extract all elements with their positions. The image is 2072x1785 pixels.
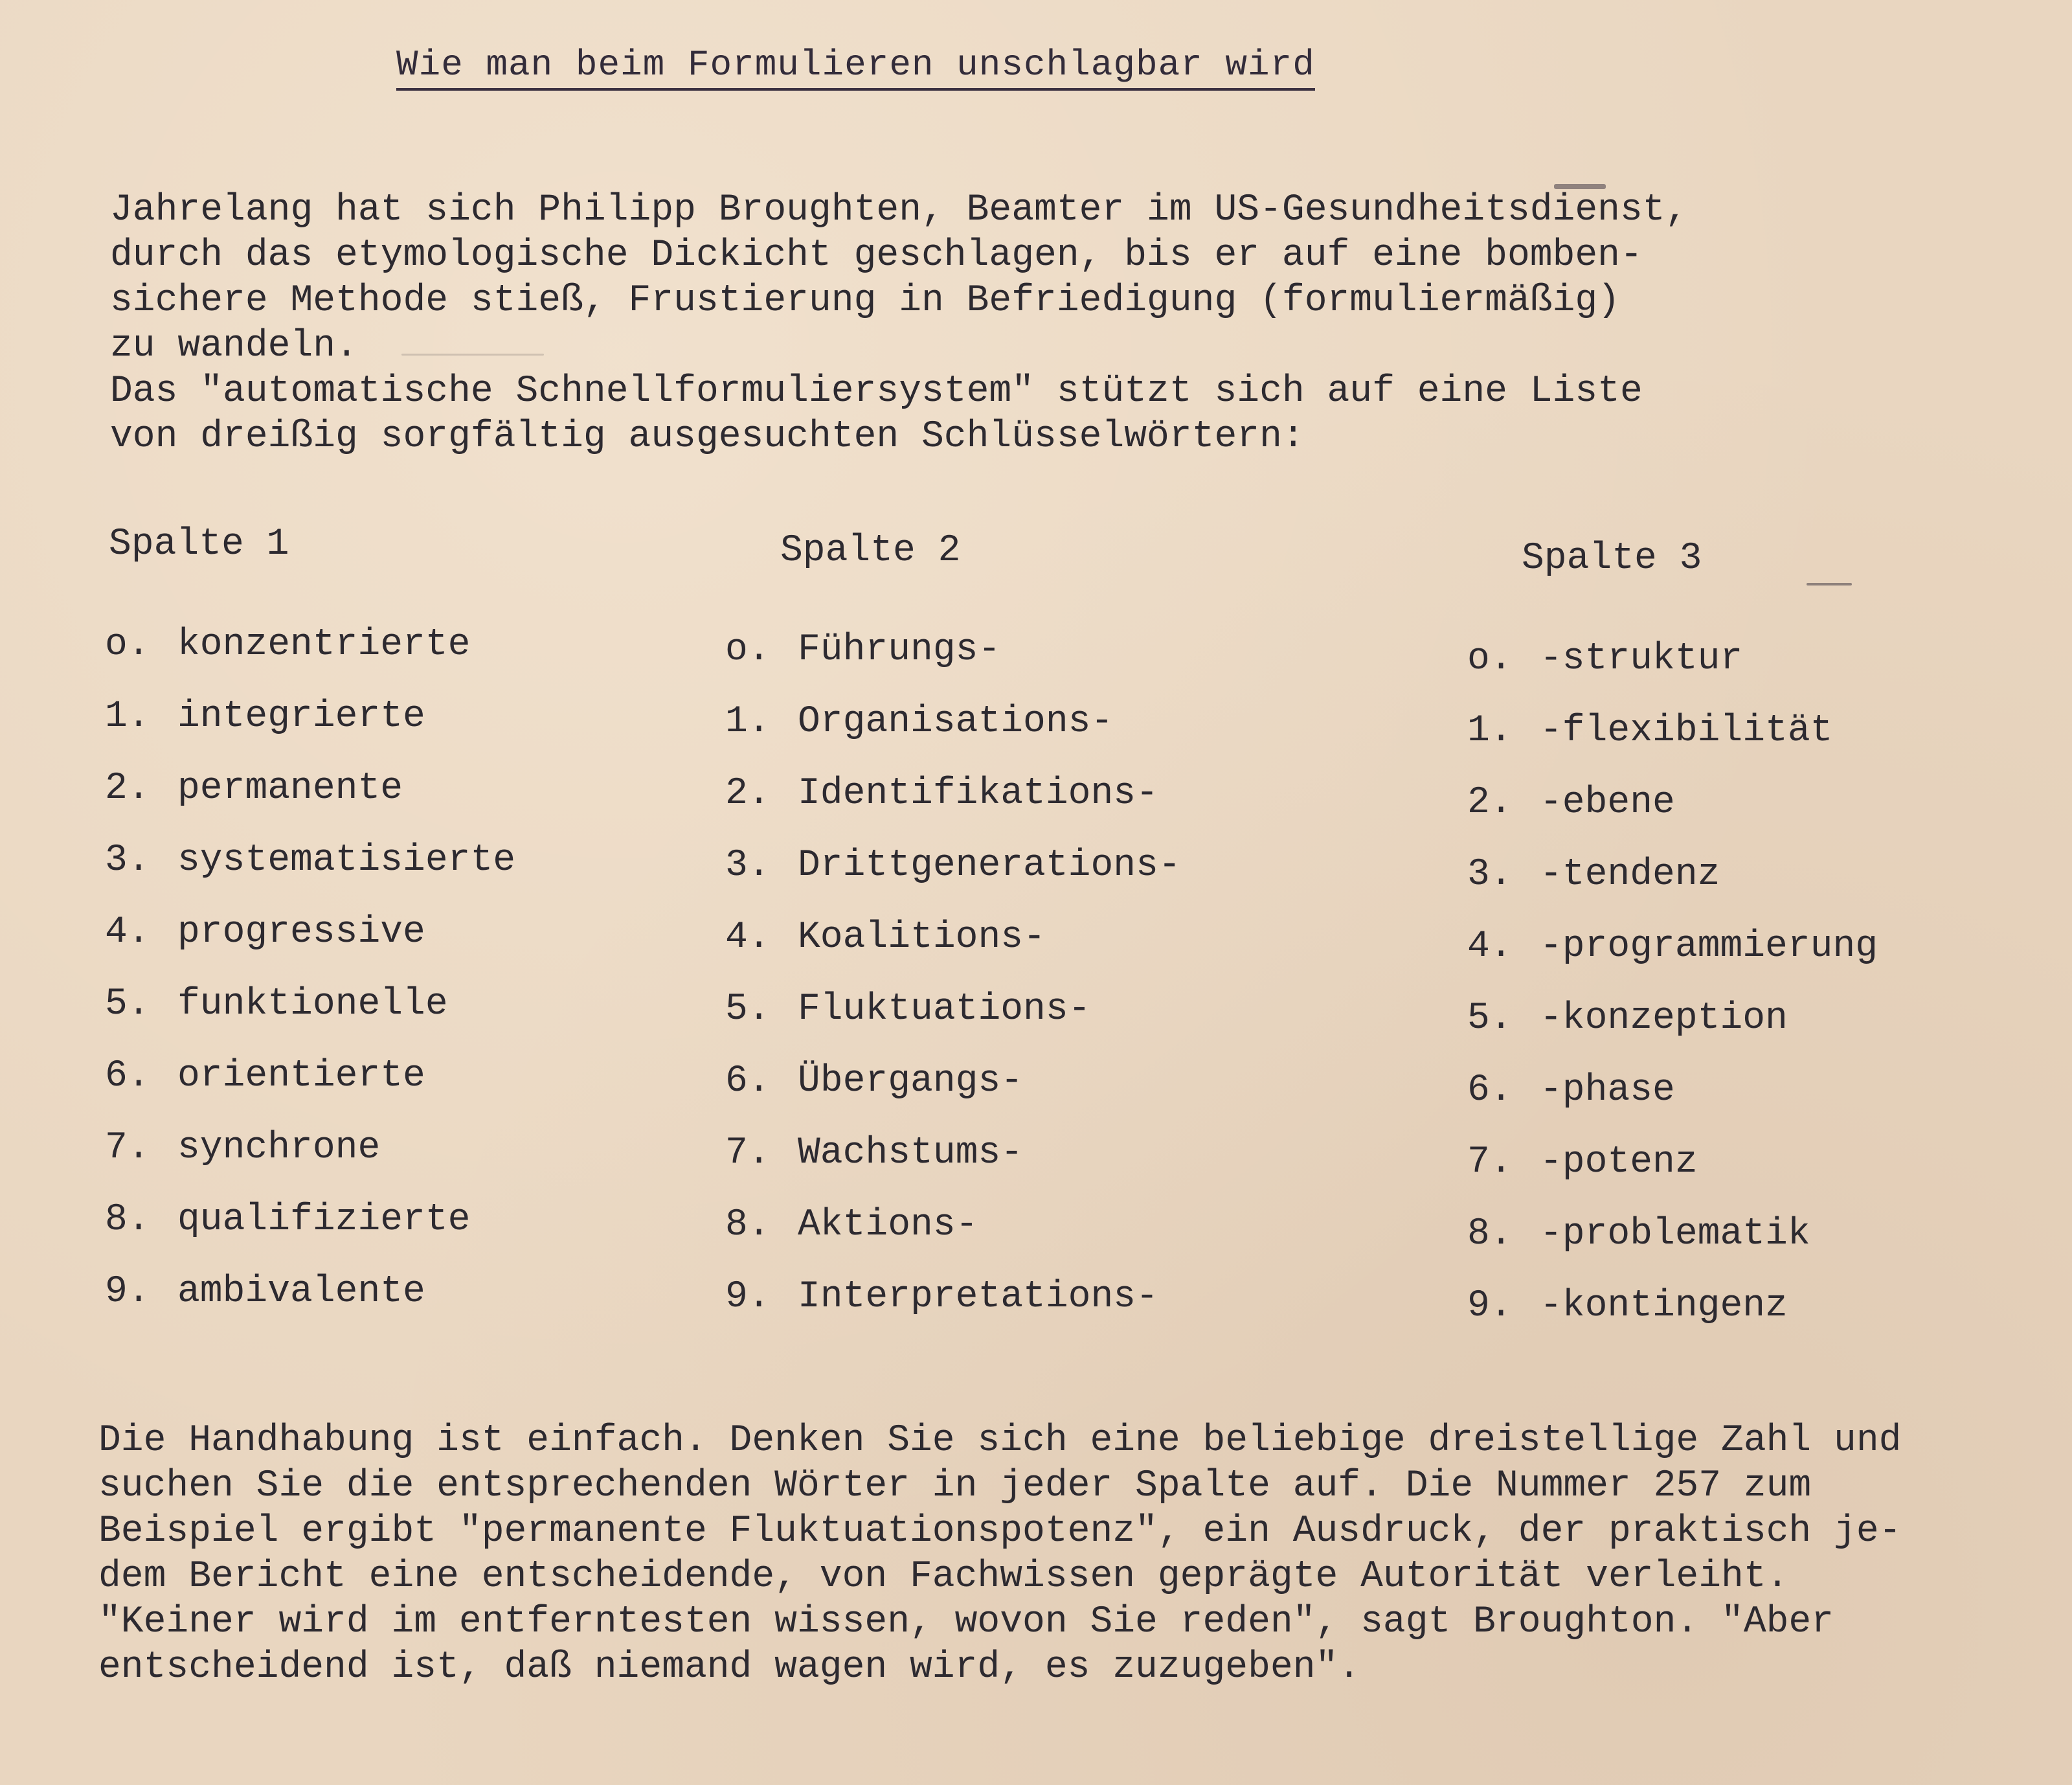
item-number: 8. [1467,1213,1513,1255]
item-number: 4. [1467,926,1513,968]
item-number: 6. [105,1055,150,1097]
item-word: systematisierte [177,839,516,881]
item-word: Fluktuations- [798,988,1091,1030]
intro-line: durch das etymologische Dickicht geschlagen, bis er auf eine bomben- [110,234,1643,277]
item-word: -struktur [1540,638,1743,680]
item-word: Organisations- [798,701,1114,743]
list-item [1467,839,1878,911]
item-word: funktionelle [177,983,448,1025]
item-number: 1. [725,701,771,743]
list-item [725,1189,1181,1261]
item-word: Identifikations- [798,773,1158,815]
list-item [725,902,1181,973]
item-word: -phase [1540,1069,1675,1111]
item-word: -programmierung [1540,926,1878,968]
outro-line: Die Handhabung ist einfach. Denken Sie sich eine beliebige dreistellige Zahl und [98,1420,1902,1462]
list-item [105,753,515,824]
item-number: o. [1467,638,1513,680]
list-item [105,1184,515,1256]
item-number: o. [105,624,150,666]
list-item [105,1112,515,1184]
column-3-header: Spalte 3 [1522,538,1702,580]
item-word: -konzeption [1540,997,1788,1040]
item-word: Wachstums- [798,1132,1024,1174]
list-item [1467,911,1878,983]
list-item [725,686,1181,758]
item-word: permanente [177,767,403,810]
item-word: Übergangs- [798,1060,1024,1102]
list-item [1467,1126,1878,1198]
intro-paragraph [110,188,1687,460]
outro-paragraph [98,1418,1901,1690]
item-word: -ebene [1540,782,1675,824]
list-item [725,1261,1181,1333]
item-number: 2. [1467,782,1513,824]
intro-line: Jahrelang hat sich Philipp Broughten, Beamter im US-Gesundheitsdienst, [110,189,1688,231]
item-word: Koalitions- [798,916,1046,959]
item-number: 5. [725,988,771,1030]
item-word: -problematik [1540,1213,1810,1255]
item-number: 3. [725,845,771,887]
list-item [725,758,1181,830]
item-word: orientierte [177,1055,425,1097]
column-1-list [105,609,515,1328]
item-word: integrierte [177,696,425,738]
item-number: 7. [105,1127,150,1169]
item-word: Drittgenerations- [798,845,1181,887]
list-item [725,1117,1181,1189]
item-word: Führungs- [798,629,1001,671]
item-number: 3. [1467,854,1513,896]
item-number: 9. [1467,1285,1513,1327]
item-word: qualifizierte [177,1199,471,1241]
list-item [725,1045,1181,1117]
item-number: 2. [725,773,771,815]
item-number: 7. [1467,1141,1513,1183]
item-number: 7. [725,1132,771,1174]
item-number: 9. [105,1271,150,1313]
column-1-header: Spalte 1 [109,523,289,565]
item-number: 1. [105,696,150,738]
item-word: Aktions- [798,1204,978,1246]
item-word: ambivalente [177,1271,425,1313]
column-3-list [1467,623,1878,1342]
list-item [105,609,515,681]
item-word: -flexibilität [1540,710,1833,752]
item-number: 2. [105,767,150,810]
list-item [1467,1270,1878,1342]
item-number: 8. [725,1204,771,1246]
item-number: 9. [725,1276,771,1318]
item-word: -potenz [1540,1141,1698,1183]
item-word: Interpretations- [798,1276,1158,1318]
item-number: 4. [105,911,150,953]
outro-line: Beispiel ergibt "permanente Fluktuationspotenz", ein Ausdruck, der praktisch je- [98,1510,1902,1552]
page-title: Wie man beim Formulieren unschlagbar wird [396,47,1315,91]
ink-smudge [1807,583,1852,586]
list-item [725,614,1181,686]
list-item [1467,983,1878,1054]
list-item [725,830,1181,902]
list-item [1467,1198,1878,1270]
list-item [725,973,1181,1045]
outro-line: dem Bericht eine entscheidende, von Fachwissen geprägte Autorität verleiht. [98,1556,1789,1598]
outro-line: "Keiner wird im entferntesten wissen, wovon Sie reden", sagt Broughton. "Aber [98,1601,1834,1643]
item-number: 4. [725,916,771,959]
list-item [105,968,515,1040]
item-number: o. [725,629,771,671]
item-word: synchrone [177,1127,381,1169]
column-2-header: Spalte 2 [780,530,961,572]
item-number: 5. [1467,997,1513,1040]
list-item [105,1040,515,1112]
item-number: 8. [105,1199,150,1241]
list-item [105,681,515,753]
list-item [105,896,515,968]
intro-line: von dreißig sorgfältig ausgesuchten Schlüsselwörtern: [110,416,1305,458]
item-word: konzentrierte [177,624,471,666]
list-item [1467,767,1878,839]
item-word: -tendenz [1540,854,1720,896]
intro-line: sichere Methode stieß, Frustierung in Befriedigung (formuliermäßig) [110,280,1620,322]
list-item [105,824,515,896]
list-item [1467,1054,1878,1126]
intro-line: Das "automatische Schnellformuliersystem" stützt sich auf eine Liste [110,370,1643,413]
outro-line: entscheidend ist, daß niemand wagen wird, es zuzugeben". [98,1646,1361,1688]
column-2-list [725,614,1181,1333]
intro-line: zu wandeln. [110,325,358,367]
item-number: 1. [1467,710,1513,752]
list-item [1467,623,1878,695]
item-number: 5. [105,983,150,1025]
item-number: 3. [105,839,150,881]
list-item [105,1256,515,1328]
list-item [1467,695,1878,767]
item-number: 6. [1467,1069,1513,1111]
item-word: -kontingenz [1540,1285,1788,1327]
item-number: 6. [725,1060,771,1102]
outro-line: suchen Sie die entsprechenden Wörter in jeder Spalte auf. Die Nummer 257 zum [98,1465,1812,1507]
item-word: progressive [177,911,425,953]
